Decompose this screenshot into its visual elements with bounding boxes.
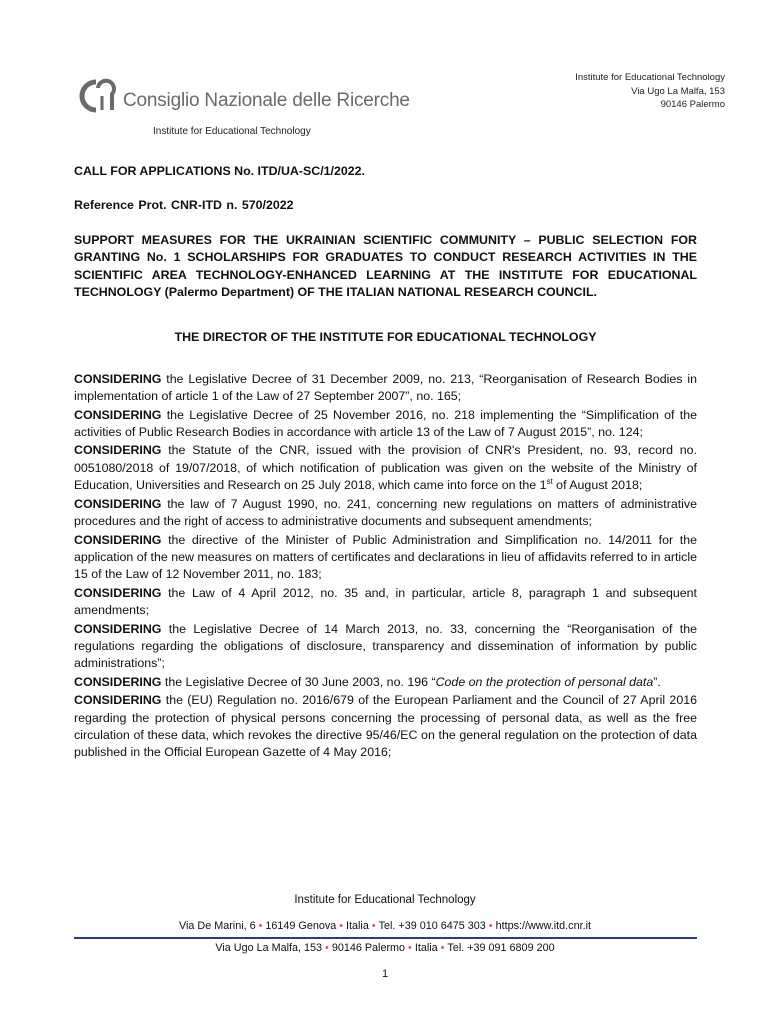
considering-keyword: CONSIDERING xyxy=(74,496,162,511)
footer-part: Via De Marini, 6 xyxy=(179,920,256,932)
considering-text: the Statute of the CNR, issued with the provision of CNR's President, no. 93, record no. 0051080/2018 of 19/07/2018, of which notification of publication was given on the website of the Ministry of Education, Universities and Research on 25 July 2018, which came into force on the 1 xyxy=(74,443,697,493)
bullet-separator: • xyxy=(440,942,445,954)
footer-part: 90146 Palermo xyxy=(331,942,406,954)
header-address xyxy=(575,71,725,112)
document-body xyxy=(74,163,697,763)
page-number: 1 xyxy=(381,968,389,980)
considering-text: ”. xyxy=(653,674,661,689)
bullet-separator: • xyxy=(339,920,344,932)
considering-item xyxy=(74,532,697,584)
footer-website-link[interactable]: https://www.itd.cnr.it xyxy=(495,920,591,932)
considering-item xyxy=(74,674,697,691)
considering-keyword: CONSIDERING xyxy=(74,371,162,386)
footer-part: Italia xyxy=(414,942,438,954)
superscript: st xyxy=(546,477,553,487)
considering-item xyxy=(74,496,697,531)
footer-genova-address xyxy=(0,920,770,932)
considering-text: of August 2018; xyxy=(552,478,643,493)
considering-text: the law of 7 August 1990, no. 241, concerning new regulations on matters of administrative procedures and the right of access to administrative documents and subsequent amendments; xyxy=(74,496,697,529)
considering-item xyxy=(74,692,697,762)
header-address-line: 90146 Palermo xyxy=(660,99,725,110)
footer-institute: Institute for Educational Technology xyxy=(294,894,476,906)
footer-part: Tel. +39 091 6809 200 xyxy=(447,942,555,954)
considering-item xyxy=(74,371,697,406)
reference: Reference Prot. CNR-ITD n. 570/2022 xyxy=(74,198,294,213)
call-number: CALL FOR APPLICATIONS No. ITD/UA-SC/1/2022. xyxy=(74,164,365,178)
considering-item xyxy=(74,407,697,442)
considering-keyword: CONSIDERING xyxy=(74,585,162,600)
considering-text: the Legislative Decree of 31 December 2009, no. 213, “Reorganisation of Research Bodies in implementation of article 1 of the Law of 27 September 2007”, no. 165; xyxy=(74,371,697,404)
institute-subtitle: Institute for Educational Technology xyxy=(153,126,311,137)
footer-rule xyxy=(74,937,697,939)
considering-keyword: CONSIDERING xyxy=(74,621,162,636)
bullet-separator: • xyxy=(371,920,376,932)
considering-keyword: CONSIDERING xyxy=(74,407,162,422)
considering-text: the Law of 4 April 2012, no. 35 and, in particular, article 8, paragraph 1 and subsequent amendments; xyxy=(74,585,697,618)
cnr-logo-icon xyxy=(78,78,118,114)
cnr-logo xyxy=(78,78,410,114)
considering-text: the Legislative Decree of 30 June 2003, no. 196 “ xyxy=(161,674,436,689)
considering-keyword: CONSIDERING xyxy=(74,693,162,708)
footer-part: Tel. +39 010 6475 303 xyxy=(378,920,486,932)
considering-italic: Code on the protection of personal data xyxy=(435,674,654,689)
considering-text: the Legislative Decree of 14 March 2013, no. 33, concerning the “Reorganisation of the regulations regarding the obligations of disclosure, transparency and dissemination of information by public administrations”; xyxy=(74,621,697,671)
considering-keyword: CONSIDERING xyxy=(74,532,162,547)
header-address-line: Via Ugo La Malfa, 153 xyxy=(631,85,725,97)
considering-text: the Legislative Decree of 25 November 2016, no. 218 implementing the “Simplification of the activities of Public Research Bodies in accordance with article 13 of the Law of 7 August 2015”, no. 124; xyxy=(74,407,697,440)
considering-item xyxy=(74,621,697,673)
header-address-line: Institute for Educational Technology xyxy=(575,72,725,83)
considering-keyword: CONSIDERING xyxy=(74,674,162,689)
considering-text: the (EU) Regulation no. 2016/679 of the European Parliament and the Council of 27 April 2016 regarding the protection of physical persons concerning the processing of personal data, as well as the free circulation of these data, which revokes the directive 95/46/EC on the general regulation on the protection of data published in the Official European Gazette of 4 May 2016; xyxy=(74,693,697,760)
bullet-separator: • xyxy=(488,920,493,932)
bullet-separator: • xyxy=(408,942,412,954)
bullet-separator: • xyxy=(258,920,263,932)
director-heading: THE DIRECTOR OF THE INSTITUTE FOR EDUCATIONAL TECHNOLOGY xyxy=(174,330,597,345)
considering-keyword: CONSIDERING xyxy=(74,443,162,458)
considering-item xyxy=(74,585,697,620)
footer-part: Italia xyxy=(346,920,369,932)
footer-part: 16149 Genova xyxy=(265,920,337,932)
considering-item xyxy=(74,442,697,494)
bullet-separator: • xyxy=(325,942,329,954)
document-title: SUPPORT MEASURES FOR THE UKRAINIAN SCIENTIFIC COMMUNITY – PUBLIC SELECTION FOR GRANTING No. 1 SCHOLARSHIPS FOR GRADUATES TO CONDUCT RESEARCH ACTIVITIES IN THE SCIENTIFIC AREA TECHNOLOGY-ENHANCED LEARNING AT THE INSTITUTE FOR EDUCATIONAL TECHNOLOGY (Palermo Department) OF THE ITALIAN NATIONAL RESEARCH COUNCIL. xyxy=(74,232,697,300)
org-name: Consiglio Nazionale delle Ricerche xyxy=(123,90,410,111)
considerings-list xyxy=(74,371,697,762)
footer-palermo-address xyxy=(0,942,770,954)
footer-part: Via Ugo La Malfa, 153 xyxy=(215,942,323,954)
considering-text: the directive of the Minister of Public Administration and Simplification no. 14/2011 for the application of the new measures on matters of certificates and declarations in lieu of affidavits referred to in article 15 of the Law of 12 November 2011, no. 183; xyxy=(74,532,697,582)
